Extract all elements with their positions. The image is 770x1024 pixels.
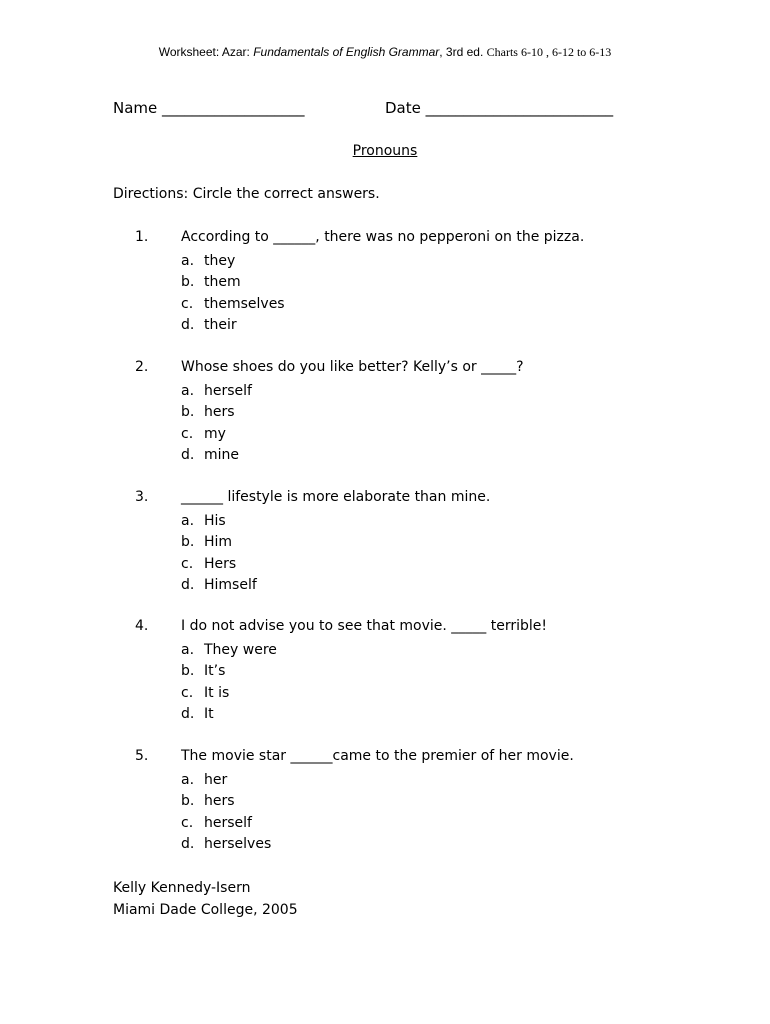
- answer-option: [181, 813, 271, 835]
- question-number: 5.: [135, 748, 149, 764]
- option-text: They were: [204, 641, 277, 658]
- option-text: my: [204, 425, 226, 442]
- option-text: hers: [204, 404, 235, 421]
- worksheet-header: [0, 45, 770, 60]
- option-letter: a.: [181, 641, 195, 658]
- option-letter: c.: [181, 295, 194, 312]
- option-letter: c.: [181, 425, 194, 442]
- question-text: The movie star ______came to the premier of her movie.: [181, 748, 574, 764]
- question-text: ______ lifestyle is more elaborate than mine.: [181, 489, 491, 505]
- question-number: 1.: [135, 229, 149, 245]
- answer-option: [181, 402, 252, 424]
- option-letter: b.: [181, 663, 195, 680]
- answer-option: [181, 272, 285, 294]
- option-letter: a.: [181, 771, 195, 788]
- answer-options: [181, 770, 271, 856]
- option-letter: d.: [181, 577, 195, 594]
- option-letter: d.: [181, 706, 195, 723]
- answer-options: [181, 251, 285, 337]
- option-text: herselves: [204, 836, 272, 853]
- question-text: Whose shoes do you like better? Kelly’s or _____?: [181, 359, 524, 375]
- author-name: Kelly Kennedy-Isern: [113, 880, 251, 896]
- option-letter: b.: [181, 274, 195, 291]
- header-charts: Charts 6-10 , 6-12 to 6-13: [486, 45, 612, 59]
- option-text: It: [204, 706, 214, 723]
- answer-options: [181, 511, 257, 597]
- option-text: them: [204, 274, 241, 291]
- option-text: Hers: [204, 555, 237, 572]
- answer-option: [181, 575, 257, 597]
- answer-option: [181, 554, 257, 576]
- option-text: mine: [204, 447, 240, 464]
- answer-option: [181, 532, 257, 554]
- name-field: Name ___________________: [113, 99, 305, 117]
- institution: Miami Dade College, 2005: [113, 902, 298, 918]
- question-number: 3.: [135, 489, 149, 505]
- option-letter: b.: [181, 793, 195, 810]
- answer-option: [181, 791, 271, 813]
- answer-option: [181, 640, 277, 662]
- option-text: His: [204, 512, 226, 529]
- answer-option: [181, 661, 277, 683]
- option-text: her: [204, 771, 228, 788]
- option-letter: d.: [181, 447, 195, 464]
- answer-option: [181, 704, 277, 726]
- answer-option: [181, 424, 252, 446]
- answer-options: [181, 381, 252, 467]
- question-text: According to ______, there was no pepperoni on the pizza.: [181, 229, 585, 245]
- page-title: Pronouns: [352, 143, 418, 159]
- date-field: Date _________________________: [385, 99, 614, 117]
- answer-options: [181, 640, 277, 726]
- option-letter: a.: [181, 382, 195, 399]
- option-letter: c.: [181, 684, 194, 701]
- option-letter: b.: [181, 404, 195, 421]
- answer-option: [181, 294, 285, 316]
- question-number: 4.: [135, 618, 149, 634]
- answer-option: [181, 315, 285, 337]
- option-letter: a.: [181, 512, 195, 529]
- book-title: Fundamentals of English Grammar: [253, 45, 440, 59]
- question-number: 2.: [135, 359, 149, 375]
- option-text: herself: [204, 814, 252, 831]
- option-text: themselves: [204, 295, 285, 312]
- question-text: I do not advise you to see that movie. _____ terrible!: [181, 618, 547, 634]
- option-text: they: [204, 252, 236, 269]
- option-letter: c.: [181, 555, 194, 572]
- option-letter: d.: [181, 836, 195, 853]
- option-letter: b.: [181, 534, 195, 551]
- directions: Directions: Circle the correct answers.: [113, 186, 380, 202]
- option-text: herself: [204, 382, 252, 399]
- answer-option: [181, 445, 252, 467]
- option-text: It’s: [204, 663, 226, 680]
- option-text: Himself: [204, 577, 257, 594]
- header-edition: , 3rd ed.: [439, 45, 487, 59]
- option-letter: a.: [181, 252, 195, 269]
- footer: [113, 877, 298, 921]
- answer-option: [181, 251, 285, 273]
- answer-option: [181, 511, 257, 533]
- option-letter: d.: [181, 317, 195, 334]
- option-text: hers: [204, 793, 235, 810]
- answer-option: [181, 770, 271, 792]
- option-text: their: [204, 317, 237, 334]
- option-letter: c.: [181, 814, 194, 831]
- answer-option: [181, 683, 277, 705]
- answer-option: [181, 834, 271, 856]
- answer-option: [181, 381, 252, 403]
- header-prefix: Worksheet: Azar:: [158, 45, 254, 59]
- option-text: It is: [204, 684, 230, 701]
- option-text: Him: [204, 534, 233, 551]
